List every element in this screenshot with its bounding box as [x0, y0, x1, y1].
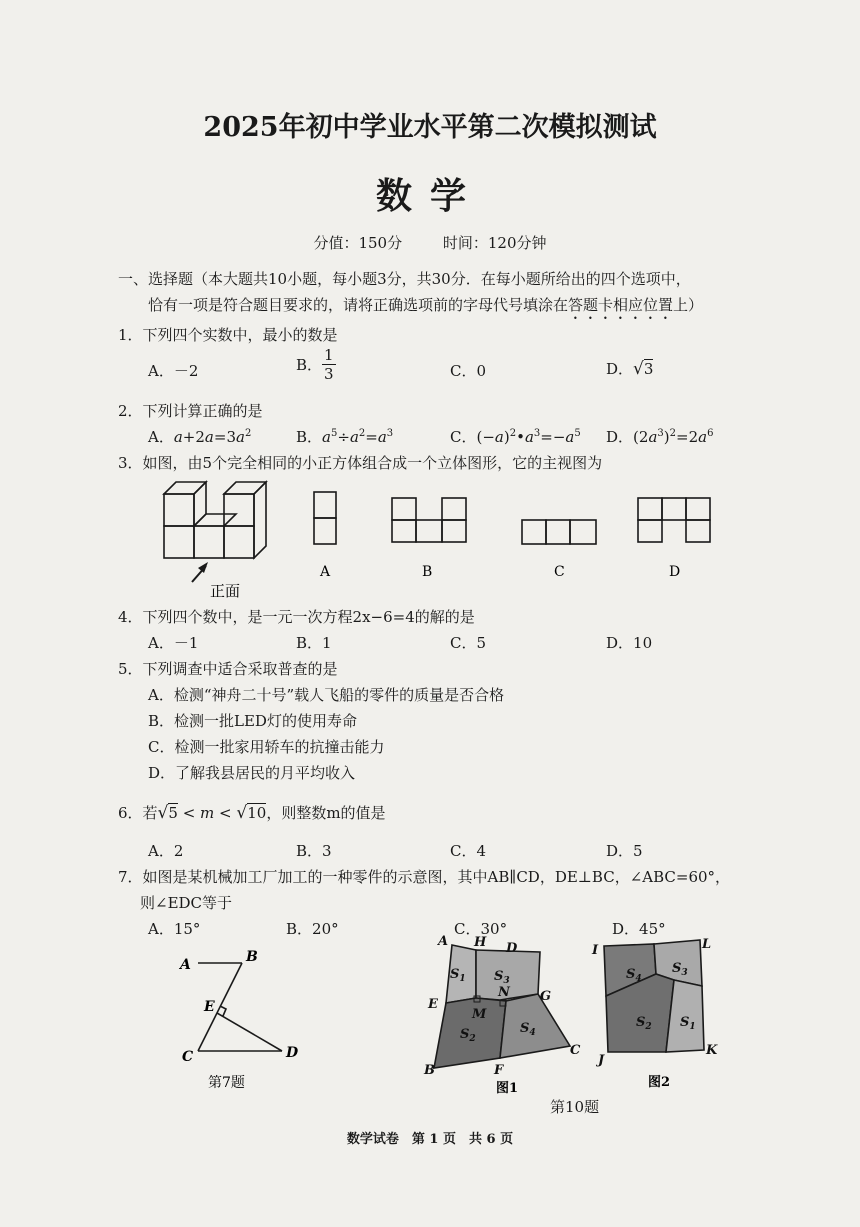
section-heading: 一、选择题（本大题共10小题，每小题3分，共30分．在每小题所给出的四个选项中， [118, 270, 691, 288]
svg-text:E: E [204, 999, 215, 1015]
svg-text:I: I [592, 943, 599, 958]
q5-option-d: D．了解我县居民的月平均收入 [148, 764, 356, 782]
option-b-figure [392, 498, 466, 542]
svg-text:C: C [182, 1049, 194, 1065]
svg-text:S1: $S_1$ [450, 967, 466, 984]
svg-text:A: A [180, 957, 191, 973]
q6-option-b: B．3 [296, 842, 332, 860]
q7-stem: 7．如图是某机械加工厂加工的一种零件的示意图，其中AB∥CD，DE⊥BC，∠ABC=60°， [118, 868, 731, 886]
q6-option-d: D．5 [606, 842, 643, 860]
svg-text:A: A [438, 934, 449, 949]
q1-option-d: D．√3 [606, 359, 654, 379]
svg-text:S3: $S_3$ [672, 961, 688, 978]
svg-text:M: M [472, 1007, 487, 1022]
q7-option-b: B．20° [286, 920, 339, 938]
front-arrow [192, 562, 208, 582]
svg-text:S4: $S_4$ [626, 967, 642, 984]
q4-option-b: B．1 [296, 634, 332, 652]
q6-option-c: C．4 [450, 842, 487, 860]
q4-option-c: C．5 [450, 634, 487, 652]
q3-option-d: D [669, 564, 681, 580]
svg-text:S3: $S_3$ [494, 969, 510, 986]
svg-text:J: J [598, 1053, 605, 1068]
svg-text:H: H [474, 935, 487, 950]
q6-stem: 6．若√5 < m < √10，则整数m的值是 [118, 803, 386, 823]
fig1-caption: 图1 [496, 1081, 519, 1096]
q4-option-d: D．10 [606, 634, 653, 652]
svg-text:S1: $S_1$ [680, 1015, 696, 1032]
exam-meta [0, 232, 860, 253]
q2-option-a: A．$a+2a=3a^2$ [148, 428, 252, 446]
svg-text:E: E [428, 997, 438, 1012]
q3-option-a: A [320, 564, 331, 580]
q7-caption: 第7题 [208, 1075, 245, 1091]
option-a-figure [314, 492, 336, 544]
q2-option-c: C．$(-a)^2•a^3=-a^5$ [450, 428, 581, 446]
svg-text:S2: $S_2$ [460, 1027, 476, 1044]
svg-text:F: F [494, 1063, 504, 1078]
time-info: 时间：120分钟 [442, 234, 547, 252]
svg-text:S4: $S_4$ [520, 1021, 536, 1038]
exam-title: 2025年初中学业水平第二次模拟测试 [203, 112, 657, 143]
page-footer: 数学试卷 第 1 页 共 6 页 [346, 1132, 514, 1147]
q6-option-a: A．2 [148, 842, 184, 860]
q4-stem: 4．下列四个数中，是一元一次方程2x−6=4的解的是 [118, 608, 475, 626]
q4-option-a: A．－1 [148, 634, 199, 652]
q7-stem-line2: 则∠EDC等于 [140, 894, 233, 912]
solid-figure [164, 482, 266, 558]
svg-text:B: B [424, 1063, 435, 1078]
svg-text:B: B [246, 949, 258, 965]
svg-text:C: C [570, 1043, 581, 1058]
q2-option-d: D．$(2a^3)^2=2a^6$ [606, 428, 714, 446]
fig2-caption: 图2 [648, 1075, 671, 1090]
q5-option-b: B．检测一批LED灯的使用寿命 [148, 712, 357, 730]
q3-figures [150, 478, 750, 603]
q1-stem: 1．下列四个实数中，最小的数是 [118, 326, 338, 344]
q2-stem: 2．下列计算正确的是 [118, 402, 263, 420]
section-heading-line2: 恰有一项是符合题目要求的，请将正确选项前的字母代号填涂在答题卡相应位置上） [148, 296, 704, 314]
svg-text:G: G [540, 989, 552, 1004]
q7-figure [170, 945, 320, 1095]
q3-stem: 3．如图，由5个完全相同的小正方体组合成一个立体图形，它的主视图为 [118, 454, 603, 472]
q3-option-b: B [422, 564, 433, 580]
q7-option-c: C．30° [454, 920, 508, 938]
q2-option-b: B．$a^5\div a^2=a^3$ [296, 428, 394, 446]
q3-option-c: C [554, 564, 565, 580]
svg-text:D: D [506, 941, 518, 956]
svg-text:S2: $S_2$ [636, 1015, 652, 1032]
q1-option-a: A．－2 [148, 362, 199, 380]
q7-option-d: D．45° [612, 920, 666, 938]
q10-figure-2 [590, 930, 730, 1090]
svg-text:N: N [498, 985, 510, 1000]
q10-figure-1 [420, 930, 600, 1100]
q5-option-a: A．检测“神舟二十号”载人飞船的零件的质量是否合格 [148, 686, 505, 704]
option-d-figure [638, 498, 710, 542]
option-c-figure [522, 520, 596, 544]
subject-title: 数学 [375, 175, 484, 217]
score-info: 分值：150分 [313, 234, 403, 252]
q5-stem: 5．下列调查中适合采取普查的是 [118, 660, 338, 678]
svg-text:K: K [706, 1043, 718, 1058]
svg-text:L: L [702, 937, 712, 952]
q7-option-a: A．15° [148, 920, 201, 938]
svg-text:D: D [286, 1045, 299, 1061]
q5-option-c: C．检测一批家用轿车的抗撞击能力 [148, 738, 385, 756]
q1-option-b: B． $\frac{1}{3}$ [296, 346, 334, 383]
q10-caption: 第10题 [550, 1098, 600, 1116]
front-label: 正面 [210, 582, 241, 600]
q1-option-c: C．0 [450, 362, 487, 380]
